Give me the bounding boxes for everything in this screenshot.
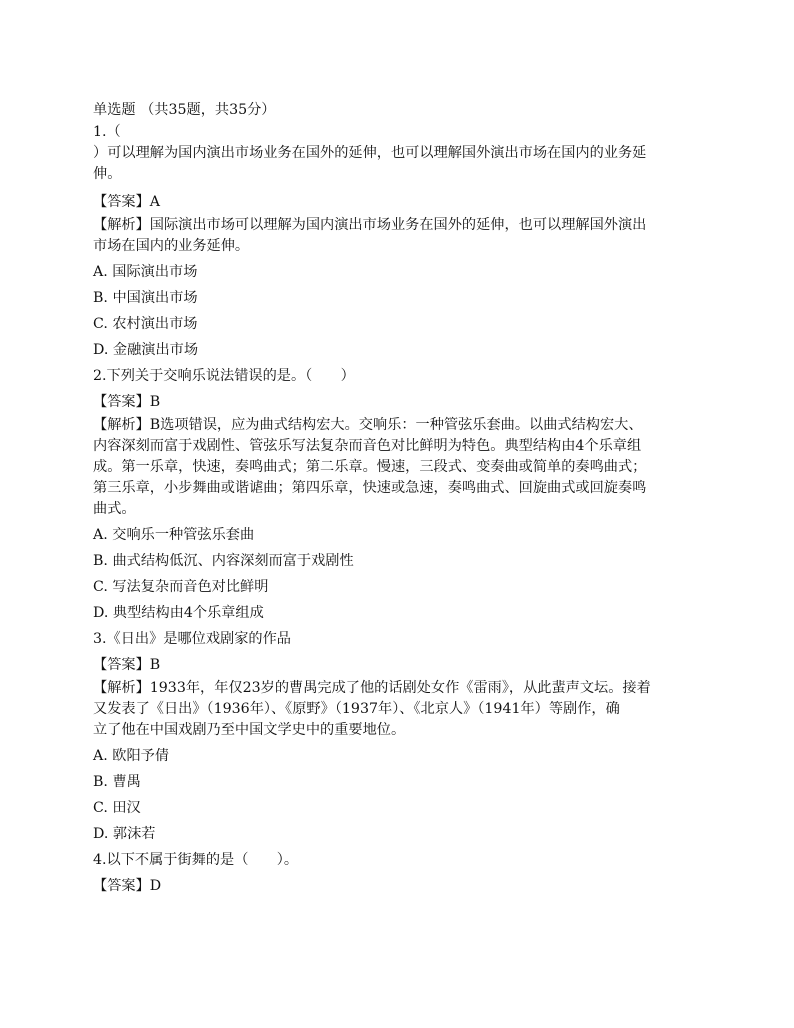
question-4-stem: 4.以下不属于街舞的是（ ）。 [93,852,299,868]
analysis-line: 曲式。 [93,501,136,517]
analysis-line: 第三乐章，小步舞曲或谐谑曲；第四乐章，快速或急速，奏鸣曲式、回旋曲式或回旋奏鸣 [93,480,647,496]
question-1-answer: 【答案】A [93,194,160,210]
option-a: A. 交响乐一种管弦乐套曲 [93,527,255,543]
question-4 [93,847,705,899]
question-3 [93,626,705,847]
analysis-line: 【解析】国际演出市场可以理解为国内演出市场业务在国外的延伸，也可以理解国外演出 [93,217,647,233]
question-4-answer: 【答案】D [93,878,162,894]
question-2-answer: 【答案】B [93,394,161,410]
document-page [93,98,705,899]
option-c: C. 田汉 [93,800,141,816]
question-1 [93,122,705,363]
stem-line: 1.（ [93,124,121,140]
question-3-answer: 【答案】B [93,657,161,673]
analysis-line: 【解析】1933年，年仅23岁的曹禺完成了他的话剧处女作《雷雨》，从此蜚声文坛。接着 [93,680,651,696]
question-3-analysis [93,678,705,741]
option-b: B. 中国演出市场 [93,290,198,306]
stem-line: ）可以理解为国内演出市场业务在国外的延伸，也可以理解国外演出市场在国内的业务延 [93,145,647,161]
option-b: B. 曹禺 [93,774,141,790]
analysis-line: 【解析】B选项错误，应为曲式结构宏大。交响乐：一种管弦乐套曲。以曲式结构宏大、 [93,417,643,433]
analysis-line: 市场在国内的业务延伸。 [93,238,250,254]
analysis-line: 内容深刻而富于戏剧性、管弦乐写法复杂而音色对比鲜明为特色。典型结构由4个乐章组 [93,438,642,454]
option-d: D. 典型结构由4个乐章组成 [93,605,264,621]
question-2 [93,363,705,626]
option-b: B. 曲式结构低沉、内容深刻而富于戏剧性 [93,553,354,569]
analysis-line: 成。第一乐章，快速，奏鸣曲式；第二乐章。慢速，三段式、变奏曲或简单的奏鸣曲式； [93,459,647,475]
stem-line: 伸。 [93,166,122,182]
option-c: C. 农村演出市场 [93,316,198,332]
question-3-stem: 3.《日出》是哪位戏剧家的作品 [93,631,291,647]
analysis-line: 立了他在中国戏剧乃至中国文学史中的重要地位。 [93,722,406,738]
option-d: D. 郭沫若 [93,826,156,842]
option-a: A. 欧阳予倩 [93,748,170,764]
option-a: A. 国际演出市场 [93,264,198,280]
analysis-line: 又发表了《日出》（1936年）、《原野》（1937年）、《北京人》（1941年）等剧作，确 [93,701,620,717]
question-1-stem [93,122,705,185]
question-1-analysis [93,215,705,257]
option-d: D. 金融演出市场 [93,342,199,358]
question-2-analysis [93,415,705,520]
section-title: 单选题 （共35题，共35分） [93,102,276,118]
option-c: C. 写法复杂而音色对比鲜明 [93,579,269,595]
question-2-stem: 2.下列关于交响乐说法错误的是。（ ） [93,368,355,384]
